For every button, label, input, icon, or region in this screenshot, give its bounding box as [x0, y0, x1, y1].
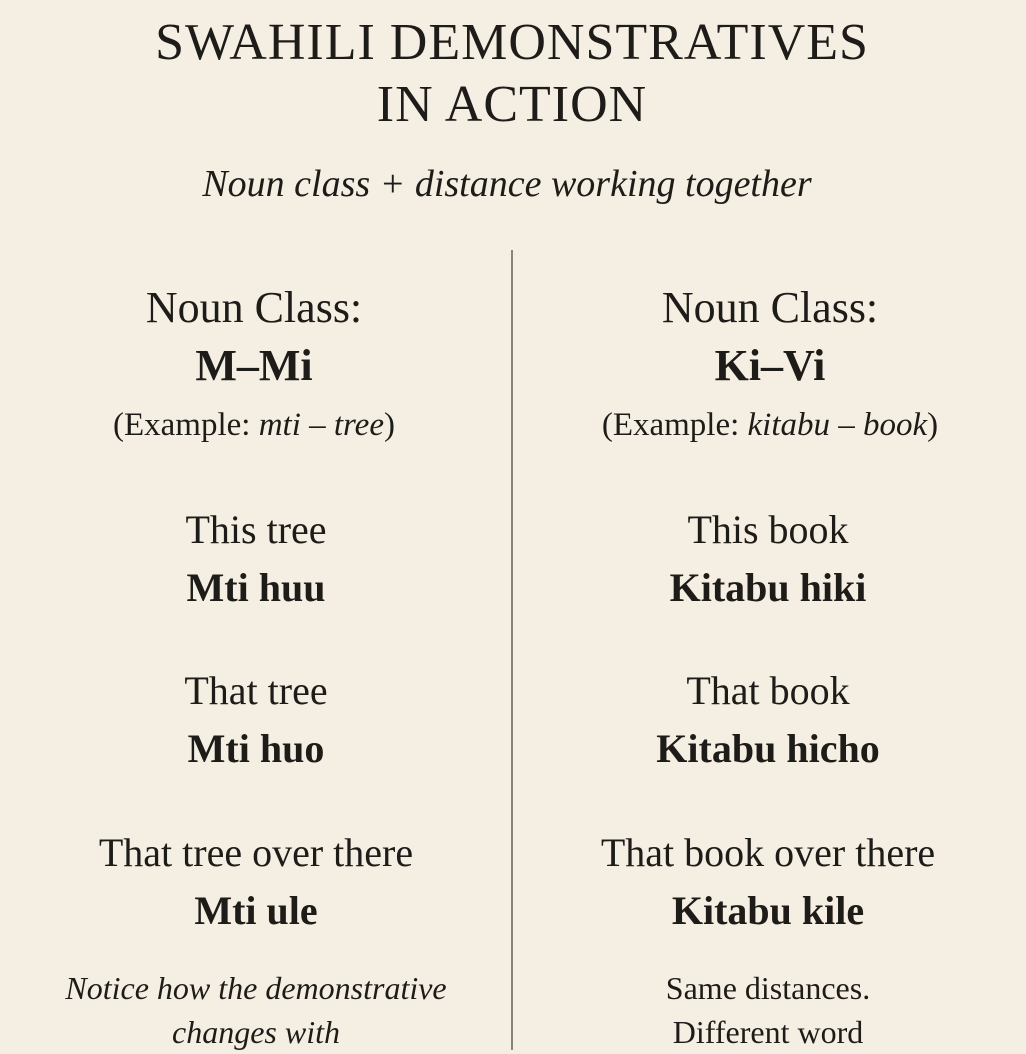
swahili-phrase-far: Mti ule: [194, 888, 318, 933]
noun-class-label: Noun Class:: [661, 283, 879, 332]
note-line-2: changes with: [172, 1014, 340, 1050]
english-phrase-mid: That tree: [184, 668, 328, 713]
note-line-1: Same distances.: [665, 970, 871, 1006]
title-line-1: SWAHILI DEMONSTRATIVES: [155, 14, 869, 71]
column-note: [0, 966, 512, 1054]
example-prefix: (Example:: [601, 407, 748, 443]
swahili-phrase-mid: Kitabu hicho: [656, 726, 880, 771]
noun-class-name: M–Mi: [195, 341, 313, 390]
swahili-phrase-far: Kitabu kile: [671, 888, 865, 933]
noun-class-example: [514, 405, 1026, 445]
subtitle: Noun class + distance working together: [202, 163, 812, 205]
swahili-phrase-near: Kitabu hiki: [669, 565, 867, 610]
example-word: kitabu – book: [747, 407, 928, 443]
example-suffix: ): [927, 407, 939, 443]
example-prefix: (Example:: [113, 407, 259, 443]
english-phrase-far: That tree over there: [98, 830, 414, 875]
swahili-phrase-near: Mti huu: [186, 565, 326, 610]
swahili-phrase-mid: Mti huo: [187, 726, 325, 771]
noun-class-example: [0, 405, 510, 445]
english-phrase-near: This tree: [185, 507, 327, 552]
example-word: mti – tree: [258, 407, 384, 443]
noun-class-name: Ki–Vi: [714, 341, 826, 390]
example-suffix: ): [383, 407, 395, 443]
title-line-2: IN ACTION: [376, 76, 648, 133]
note-line-2: Different word: [672, 1014, 864, 1050]
english-phrase-near: This book: [687, 507, 849, 552]
column-ki-vi: [512, 0, 1024, 1050]
column-m-mi: [0, 0, 512, 1050]
english-phrase-mid: That book: [686, 668, 850, 713]
column-note: [512, 966, 1024, 1054]
noun-class-label: Noun Class:: [145, 283, 363, 332]
english-phrase-far: That book over there: [600, 830, 936, 875]
note-line-1: Notice how the demonstrative: [65, 970, 447, 1006]
